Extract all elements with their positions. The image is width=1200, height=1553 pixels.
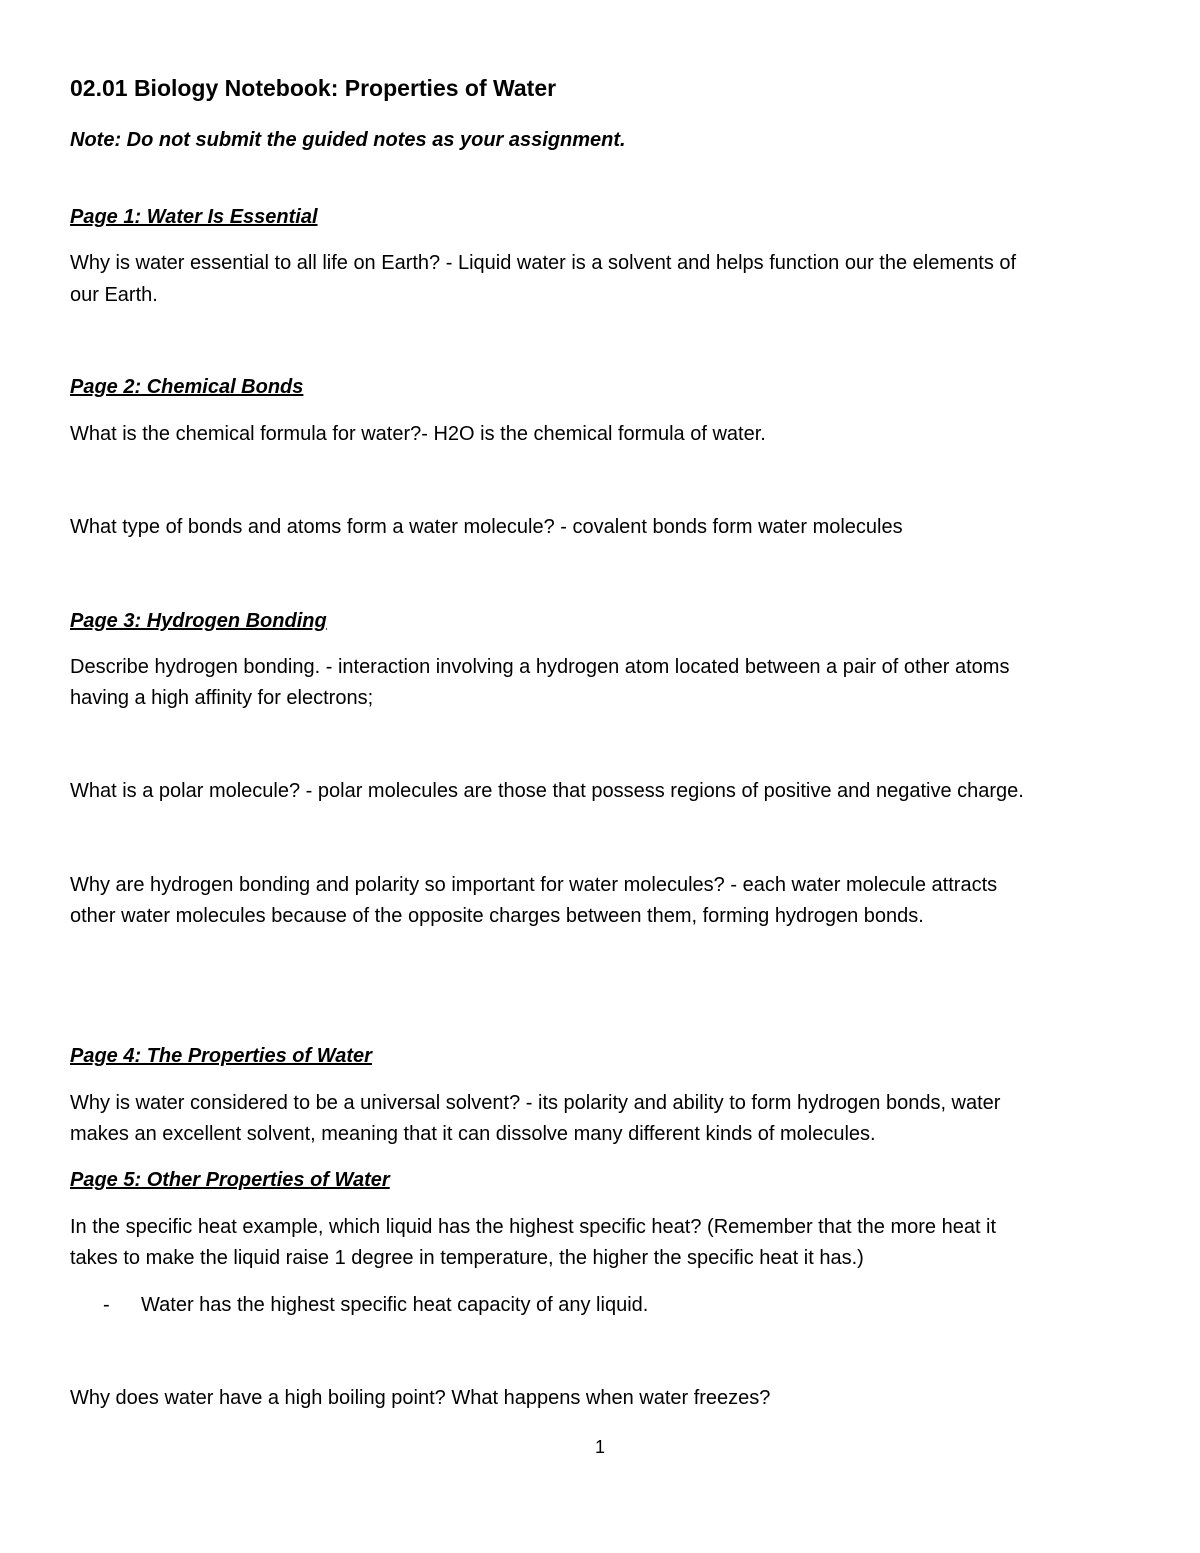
page5-question1-line2: takes to make the liquid raise 1 degree in temperature, the higher the specific heat it has.) bbox=[70, 1247, 864, 1269]
page1-answer-line2: our Earth. bbox=[70, 284, 158, 306]
page2-question2: What type of bonds and atoms form a water molecule? - covalent bonds form water molecules bbox=[70, 516, 903, 538]
page4-question1-line1: Why is water considered to be a universal solvent? - its polarity and ability to form hydrogen bonds, water bbox=[70, 1092, 1001, 1114]
page-number: 1 bbox=[594, 1437, 605, 1457]
page5-question1-line1: In the specific heat example, which liquid has the highest specific heat? (Remember that the more heat it bbox=[70, 1216, 997, 1238]
page4-question1-line2: makes an excellent solvent, meaning that it can dissolve many different kinds of molecules. bbox=[70, 1123, 876, 1145]
page3-heading: Page 3: Hydrogen Bonding bbox=[70, 610, 327, 632]
page1-heading: Page 1: Water Is Essential bbox=[70, 206, 318, 228]
page3-question1-line1: Describe hydrogen bonding. - interaction involving a hydrogen atom located between a pair of other atoms bbox=[70, 656, 1010, 678]
page5-question2: Why does water have a high boiling point? What happens when water freezes? bbox=[70, 1387, 771, 1409]
page5-bullet-answer: Water has the highest specific heat capacity of any liquid. bbox=[141, 1294, 649, 1316]
page3-question1-line2: having a high affinity for electrons; bbox=[70, 687, 374, 709]
guided-notes-note: Note: Do not submit the guided notes as your assignment. bbox=[70, 129, 626, 151]
page1-answer-line1: Why is water essential to all life on Earth? - Liquid water is a solvent and helps function our the elements of bbox=[70, 252, 1017, 274]
document-title: 02.01 Biology Notebook: Properties of Water bbox=[70, 75, 557, 101]
page4-heading: Page 4: The Properties of Water bbox=[70, 1045, 372, 1067]
bullet-dash: - bbox=[103, 1294, 110, 1316]
page2-heading: Page 2: Chemical Bonds bbox=[70, 376, 304, 398]
page5-heading: Page 5: Other Properties of Water bbox=[70, 1169, 390, 1191]
page3-question3-line1: Why are hydrogen bonding and polarity so important for water molecules? - each water molecule attracts bbox=[70, 874, 998, 896]
page3-question2: What is a polar molecule? - polar molecules are those that possess regions of positive and negative charge. bbox=[70, 780, 1024, 802]
page2-question1: What is the chemical formula for water?- H2O is the chemical formula of water. bbox=[70, 423, 766, 445]
page3-question3-line2: other water molecules because of the opposite charges between them, forming hydrogen bonds. bbox=[70, 905, 924, 927]
